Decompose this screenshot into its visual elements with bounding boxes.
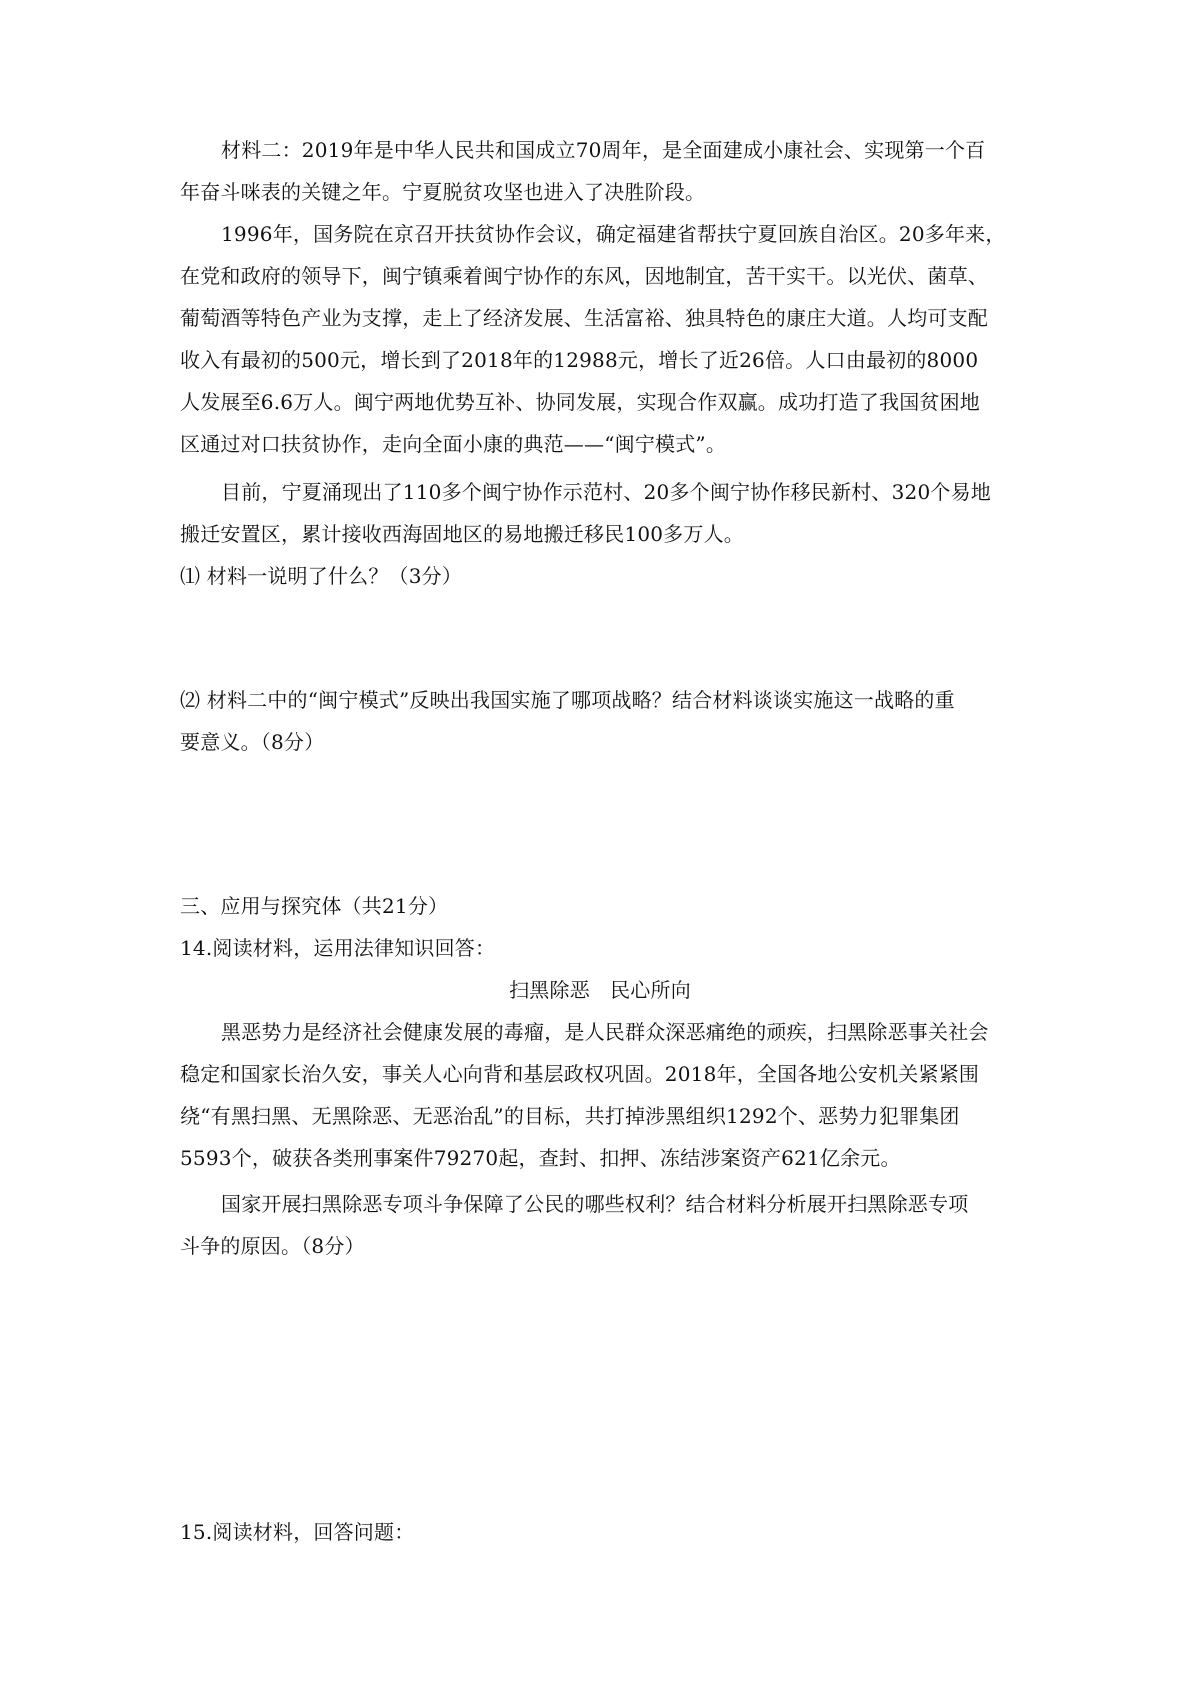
material2-para2-line3: 葡萄酒等特色产业为支撑，走上了经济发展、生活富裕、独具特色的康庄大道。人均可支配 [180, 306, 988, 330]
question-1: ⑴ 材料一说明了什么？（3分） [180, 564, 463, 588]
material2-para1-line2: 年奋斗咪表的关键之年。宁夏脱贫攻坚也进入了决胜阶段。 [180, 180, 706, 204]
material2-para2-line2: 在党和政府的领导下，闽宁镇乘着闽宁协作的东风，因地制宜，苦干实干。以光伏、菌草、 [180, 264, 988, 288]
question-14-para2-line1: 国家开展扫黑除恶专项斗争保障了公民的哪些权利？结合材料分析展开扫黑除恶专项 [221, 1192, 969, 1216]
question-14-para1-line3: 绕“有黑扫黑、无黑除恶、无恶治乱”的目标，共打掉涉黑组织1292个、恶势力犯罪集团 [180, 1104, 960, 1128]
question-14-para1-line2: 稳定和国家长治久安，事关人心向背和基层政权巩固。2018年，全国各地公安机关紧紧围 [180, 1062, 980, 1086]
question-14-para2-line2: 斗争的原因。（8分） [180, 1234, 365, 1258]
material2-para2-line5: 人发展至6.6万人。闽宁两地优势互补、协同发展，实现合作双赢。成功打造了我国贫困地 [180, 390, 981, 414]
material2-para3-line1: 目前，宁夏涌现出了110多个闽宁协作示范村、20多个闽宁协作移民新村、320个易地 [221, 480, 991, 504]
question-15-prompt: 15.阅读材料，回答问题： [180, 1520, 415, 1544]
material-title: 扫黑除恶 民心所向 [509, 978, 691, 1002]
question-14-para1-line1: 黑恶势力是经济社会健康发展的毒瘤，是人民群众深恶痛绝的顽疾，扫黑除恶事关社会 [221, 1020, 989, 1044]
material2-para3-line2: 搬迁安置区，累计接收西海固地区的易地搬迁移民100多万人。 [180, 522, 744, 546]
question-14-para1-line4: 5593个，破获各类刑事案件79270起，查封、扣押、冻结涉案资产621亿余元。 [180, 1146, 901, 1170]
material2-para2-line6: 区通过对口扶贫协作，走向全面小康的典范——“闽宁模式”。 [180, 432, 727, 456]
question-2-line2: 要意义。（8分） [180, 730, 325, 754]
question-14-prompt: 14.阅读材料，运用法律知识回答： [180, 936, 496, 960]
material2-para1-line1: 材料二：2019年是中华人民共和国成立70周年，是全面建成小康社会、实现第一个百 [221, 138, 986, 162]
section-3-heading: 三、应用与探究体（共21分） [180, 894, 449, 918]
question-2-line1: ⑵ 材料二中的“闽宁模式”反映出我国实施了哪项战略？结合材料谈谈实施这一战略的重 [180, 688, 955, 712]
material2-para2-line1: 1996年，国务院在京召开扶贫协作会议，确定福建省帮扶宁夏回族自治区。20多年来， [221, 222, 1006, 246]
material2-para2-line4: 收入有最初的500元，增长到了2018年的12988元，增长了近26倍。人口由最初的8000 [180, 348, 979, 372]
